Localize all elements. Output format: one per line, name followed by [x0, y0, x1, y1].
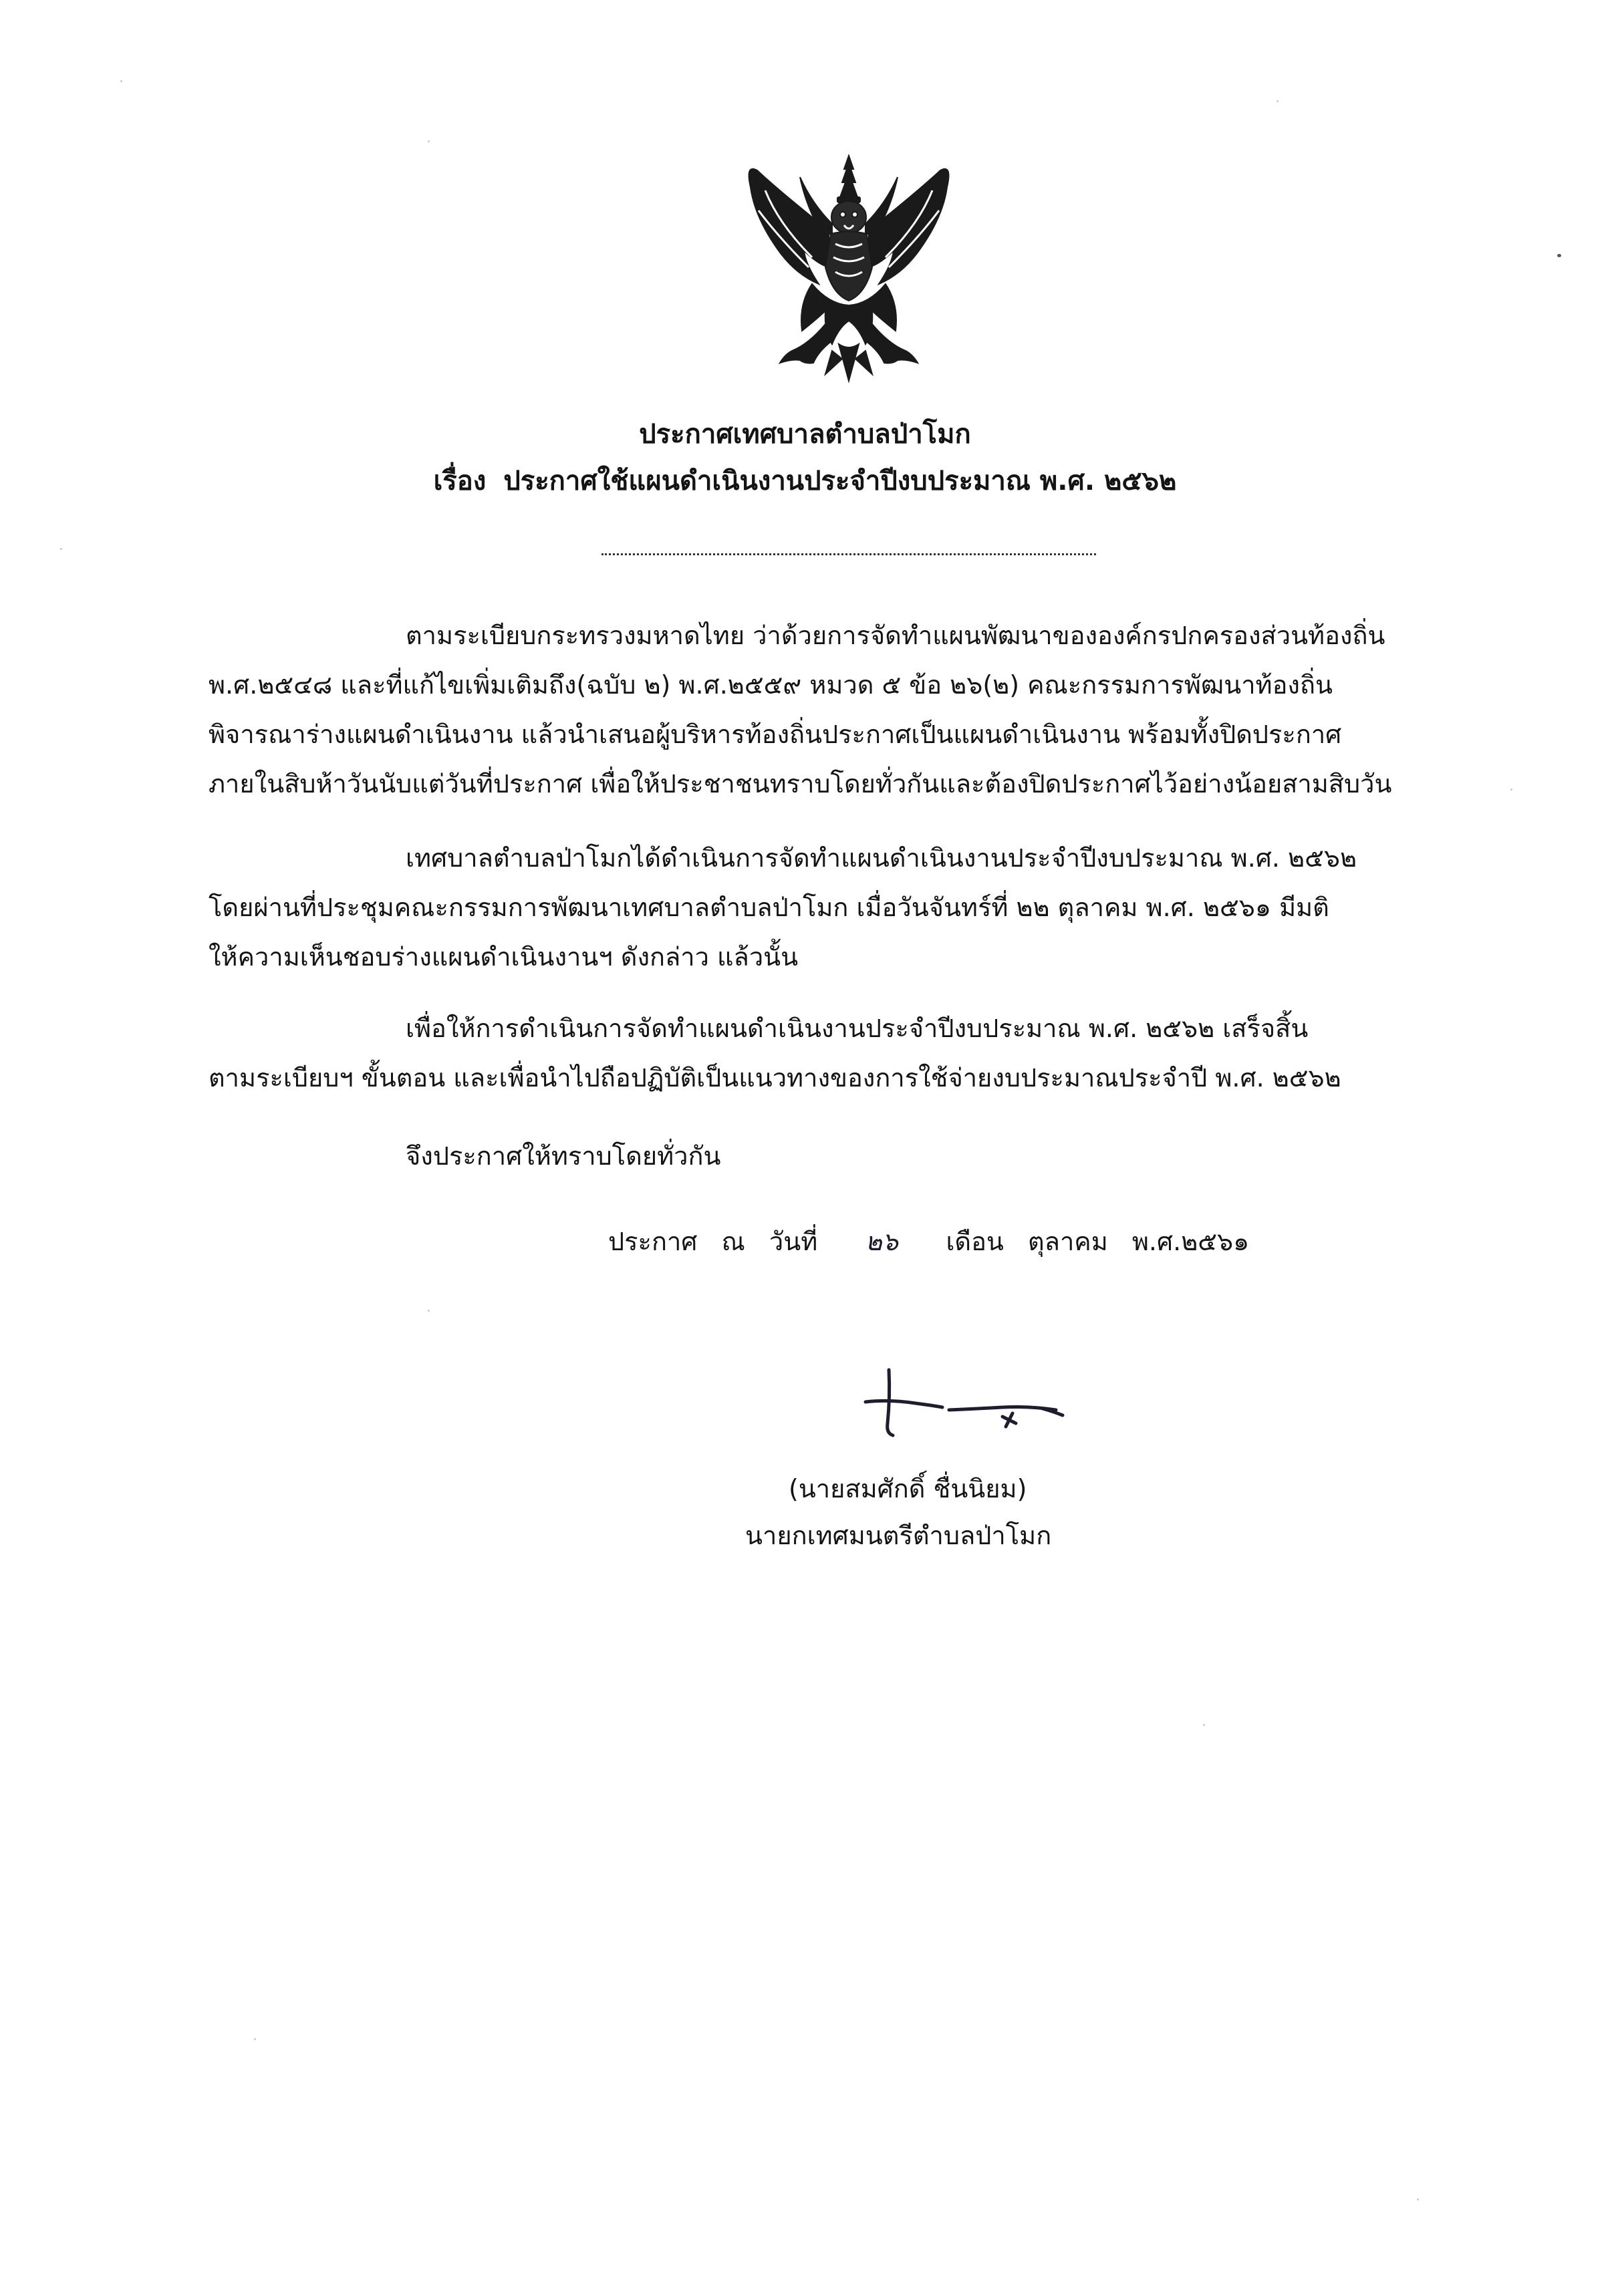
paragraph-line: พ.ศ.๒๕๔๘ และที่แก้ไขเพิ่มเติมถึง(ฉบับ ๒) พ.ศ.๒๕๕๙ หมวด ๕ ข้อ ๒๖(๒) คณะกรรมการพัฒนาท้องถิ่น	[209, 670, 1333, 700]
paragraph-line: เพื่อให้การดำเนินการจัดทำแผนดำเนินงานประจำปีงบประมาณ พ.ศ. ๒๕๖๒ เสร็จสิ้น	[406, 1014, 1309, 1043]
date-day-label: วันที่	[769, 1227, 818, 1256]
paragraph-line: ตามระเบียบกระทรวงมหาดไทย ว่าด้วยการจัดทำแผนพัฒนาขององค์กรปกครองส่วนท้องถิ่น	[406, 621, 1385, 650]
announcement-subject	[0, 462, 1610, 500]
scan-speck	[120, 80, 122, 82]
announcement-title: ประกาศเทศบาลตำบลป่าโมก	[639, 419, 971, 450]
body-paragraph	[209, 611, 1508, 809]
scan-speck	[428, 140, 430, 142]
scan-speck	[1557, 254, 1561, 257]
subject-text: ประกาศใช้แผนดำเนินงานประจำปีงบประมาณ พ.ศ. ๒๕๖๒	[503, 466, 1177, 496]
date-month: ตุลาคม	[1028, 1227, 1108, 1256]
paragraph-line: พิจารณาร่างแผนดำเนินงาน แล้วนำเสนอผู้บริหารท้องถิ่นประกาศเป็นแผนดำเนินงาน พร้อมทั้งปิดประกาศ	[209, 720, 1342, 749]
scan-speck	[1277, 100, 1279, 102]
scan-speck	[254, 2038, 256, 2040]
handwritten-day: ๒๖	[865, 1227, 898, 1256]
scan-speck	[60, 548, 62, 550]
body-paragraph	[209, 833, 1508, 982]
announcement-date	[608, 1223, 1265, 1260]
date-prefix: ประกาศ	[608, 1227, 698, 1256]
scan-speck	[428, 1310, 430, 1312]
garuda-emblem-icon	[739, 150, 959, 391]
date-month-label: เดือน	[946, 1227, 1004, 1256]
scan-speck	[1203, 1724, 1205, 1726]
body-paragraph	[209, 1004, 1508, 1103]
subject-label: เรื่อง	[433, 466, 487, 496]
paragraph-line: โดยผ่านที่ประชุมคณะกรรมการพัฒนาเทศบาลตำบลป่าโมก เมื่อวันจันทร์ที่ ๒๒ ตุลาคม พ.ศ. ๒๕๖๑ มีมติ	[209, 893, 1329, 922]
signer-title: นายกเทศมนตรีตำบลป่าโมก	[745, 1521, 1052, 1550]
paragraph-line: เทศบาลตำบลป่าโมกได้ดำเนินการจัดทำแผนดำเนินงานประจำปีงบประมาณ พ.ศ. ๒๕๖๒	[406, 843, 1357, 873]
scan-speck	[1510, 788, 1512, 791]
signature-icon	[862, 1350, 1089, 1450]
paragraph-line: ภายในสิบห้าวันนับแต่วันที่ประกาศ เพื่อให้ประชาชนทราบโดยทั่วกันและต้องปิดประกาศไว้อย่างน้อยสามสิบวัน	[209, 769, 1392, 799]
paragraph-line: ให้ความเห็นชอบร่างแผนดำเนินงานฯ ดังกล่าว แล้วนั้น	[209, 942, 799, 972]
date-year: พ.ศ.๒๕๖๑	[1131, 1227, 1250, 1256]
paragraph-line: ตามระเบียบฯ ขั้นตอน และเพื่อนำไปถือปฏิบัติเป็นแนวทางของการใช้จ่ายงบประมาณประจำปี พ.ศ. ๒๕๖๒	[209, 1063, 1341, 1093]
date-at: ณ	[721, 1227, 745, 1256]
scan-speck	[1417, 2198, 1419, 2200]
dotted-divider	[601, 553, 1096, 555]
signer-name: (นายสมศักดิ์ ชื่นนิยม)	[789, 1474, 1027, 1503]
closing-statement: จึงประกาศให้ทราบโดยทั่วกัน	[406, 1141, 721, 1171]
